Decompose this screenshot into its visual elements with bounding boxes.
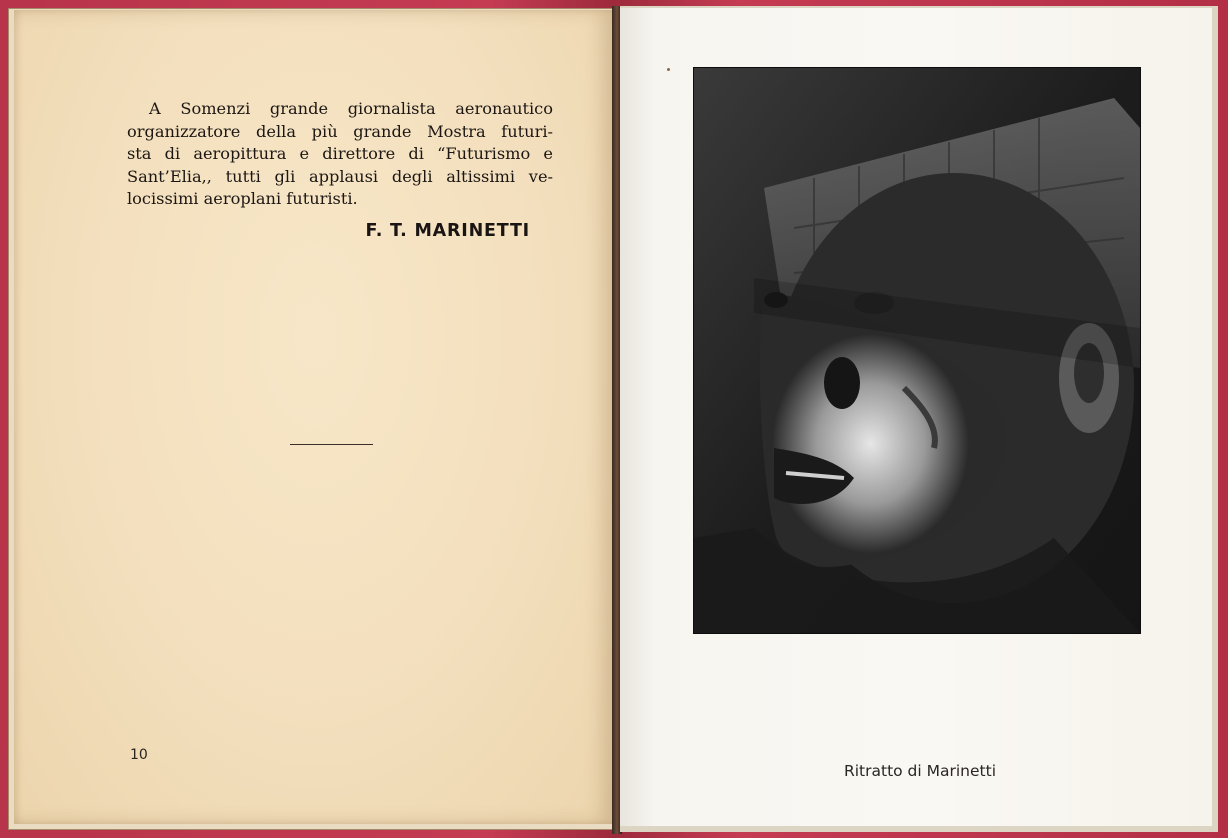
portrait-photomontage — [694, 68, 1140, 633]
dedication-line: Sant’Elia,, tutti gli applausi degli altissimi ve- — [127, 166, 553, 186]
paper-speck — [667, 68, 670, 71]
dedication-line: A Somenzi grande giornalista aeronautico — [149, 99, 553, 118]
signature: F. T. MARINETTI — [365, 221, 530, 241]
dedication-line: organizzatore della più grande Mostra futuri- — [127, 121, 553, 141]
page-number: 10 — [130, 747, 148, 763]
dedication-text — [127, 98, 553, 211]
dedication-line: locissimi aeroplani futuristi. — [127, 189, 358, 208]
dedication-line: sta di aeropittura e direttore di “Futurismo e — [127, 144, 553, 163]
portrait-photo — [693, 67, 1141, 634]
left-page — [14, 10, 616, 824]
divider-rule — [290, 444, 373, 445]
photo-caption: Ritratto di Marinetti — [843, 762, 997, 780]
